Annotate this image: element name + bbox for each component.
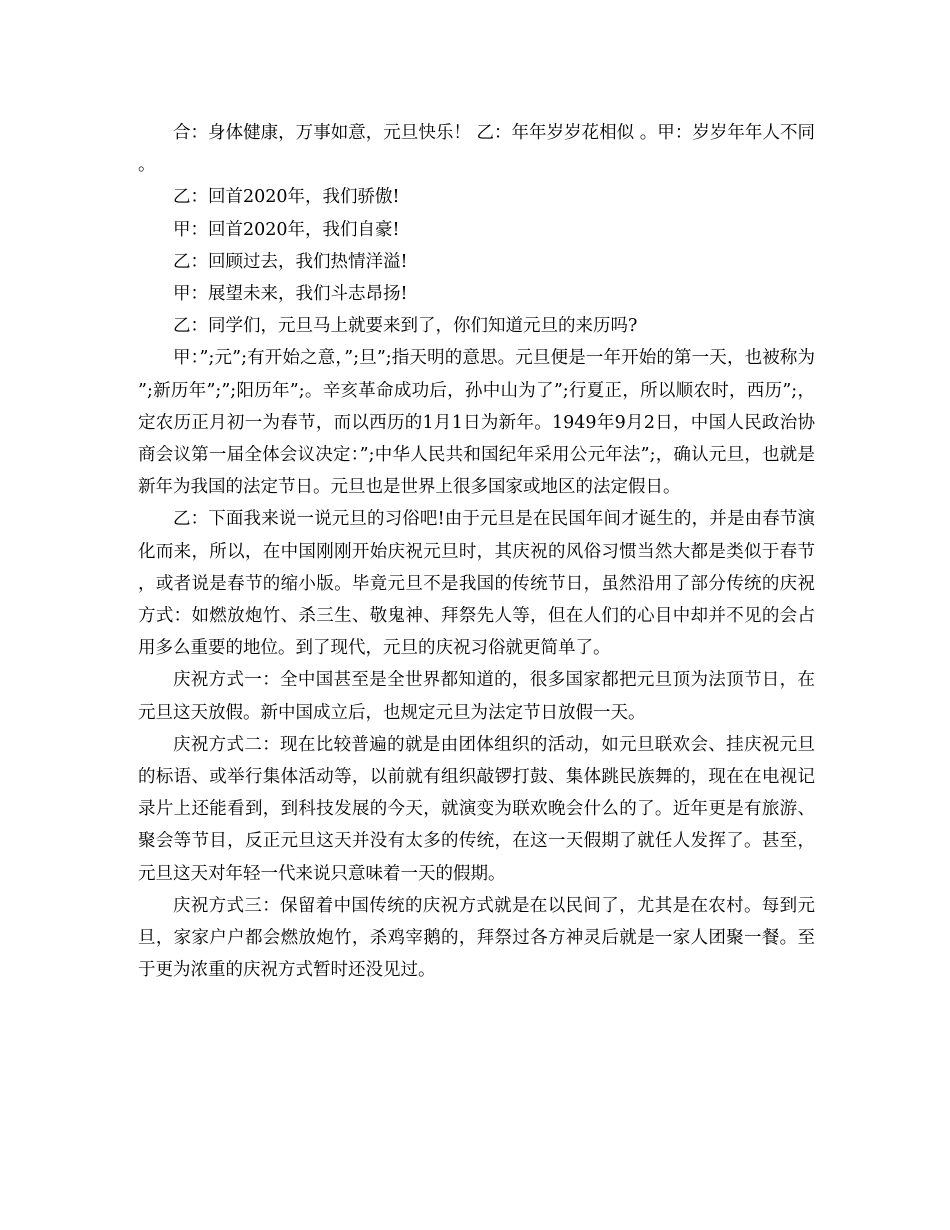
paragraph-1: 合：身体健康，万事如意，元旦快乐！ 乙：年年岁岁花相似 。甲：岁岁年年人不同。 [138, 123, 815, 176]
paragraph-4: 乙：回顾过去，我们热情洋溢! [173, 251, 408, 272]
paragraph-7: 甲：”;元”;有开始之意，”;旦”;指天明的意思。元旦便是一年开始的第一天，也被称为”;新历年”;”;阳历年”;。辛亥革命成功后，孙中山为了”;行夏正，所以顺农时，西历”;，定农历正月初一为春节，而以西历的1月1日为新年。1949年9月2日，中国人民政治协商会议第一届全体会议决定：”;中华人民共和国纪年采用公元年法”;，确认元旦，也就是新年为我国的法定节日。元旦也是世界上很多国家或地区的法定假日。 [138, 348, 815, 498]
paragraph-11: 庆祝方式三：保留着中国传统的庆祝方式就是在以民间了，尤其是在农村。每到元旦，家家户户都会燃放炮竹，杀鸡宰鹅的，拜祭过各方神灵后就是一家人团聚一餐。至于更为浓重的庆祝方式暂时还没见过。 [138, 895, 815, 981]
paragraph-9: 庆祝方式一：全中国甚至是全世界都知道的，很多国家都把元旦顶为法顶节日，在元旦这天放假。新中国成立后，也规定元旦为法定节日放假一天。 [138, 670, 815, 723]
paragraph-6: 乙：同学们，元旦马上就要来到了，你们知道元旦的来历吗? [173, 316, 638, 337]
paragraph-10: 庆祝方式二：现在比较普遍的就是由团体组织的活动，如元旦联欢会、挂庆祝元旦的标语、或举行集体活动等，以前就有组织敲锣打鼓、集体跳民族舞的，现在在电视记录片上还能看到，到科技发展的今天，就演变为联欢晚会什么的了。近年更是有旅游、聚会等节目，反正元旦这天并没有太多的传统，在这一天假期了就任人发挥了。甚至，元旦这天对年轻一代来说只意味着一天的假期。 [138, 734, 815, 884]
paragraph-3: 甲：回首2020年，我们自豪! [173, 219, 400, 240]
document-page [138, 117, 815, 986]
paragraph-8: 乙：下面我来说一说元旦的习俗吧!由于元旦是在民国年间才诞生的，并是由春节演化而来，所以，在中国刚刚开始庆祝元旦时，其庆祝的风俗习惯当然大都是类似于春节，或者说是春节的缩小版。毕竟元旦不是我国的传统节日，虽然沿用了部分传统的庆祝方式：如燃放炮竹、杀三生、敬鬼神、拜祭先人等，但在人们的心目中却并不见的会占用多么重要的地位。到了现代，元旦的庆祝习俗就更简单了。 [138, 509, 815, 659]
paragraph-5: 甲：展望未来，我们斗志昂扬! [173, 284, 408, 305]
paragraph-2: 乙：回首2020年，我们骄傲! [173, 187, 400, 208]
